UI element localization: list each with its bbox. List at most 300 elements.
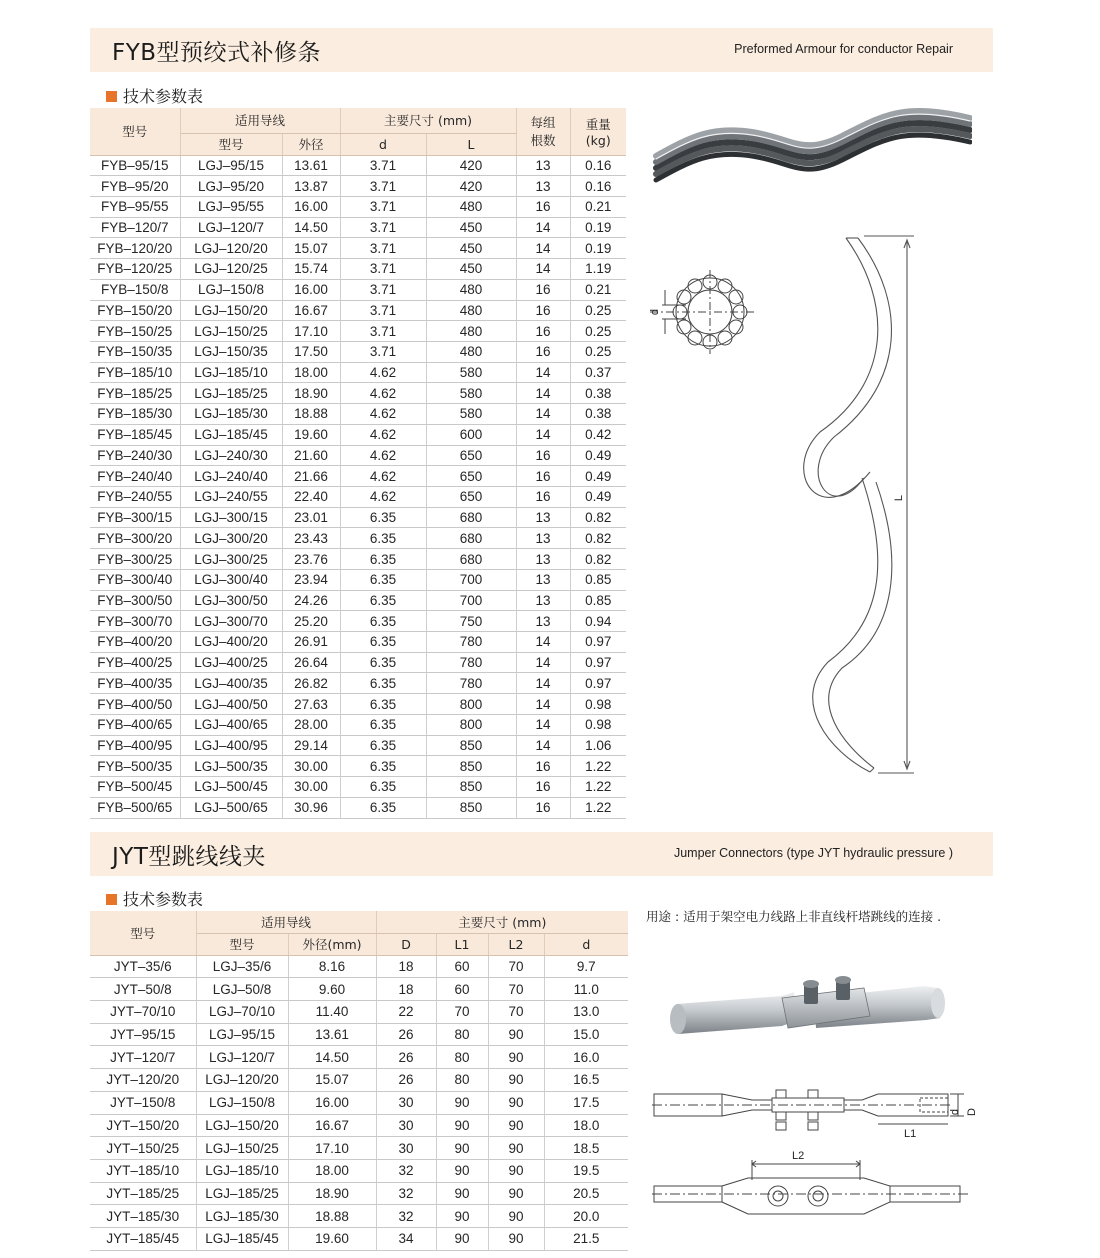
table-row <box>90 1046 628 1069</box>
fyb-cell-dim-2: 850 <box>426 797 516 818</box>
fyb-cell-dim-3: 14 <box>516 735 570 756</box>
fyb-cell-dim-1: 3.71 <box>340 155 426 176</box>
header-conductor-model: 型号 <box>180 133 282 155</box>
fyb-cell-conductor-model: LGJ–400/25 <box>180 652 282 673</box>
fyb-cell-dim-4: 0.42 <box>570 424 626 445</box>
fyb-cell-conductor-model: LGJ–400/50 <box>180 694 282 715</box>
fyb-cell-outer-dia: 26.64 <box>282 652 340 673</box>
jyt-cell-dim-3: 90 <box>488 1023 544 1046</box>
fyb-cell-dim-3: 13 <box>516 569 570 590</box>
fyb-cell-outer-dia: 21.60 <box>282 445 340 466</box>
jyt-cell-dim-4: 9.7 <box>544 955 628 978</box>
fyb-cell-dim-1: 6.35 <box>340 714 426 735</box>
fyb-cell-dim-1: 6.35 <box>340 611 426 632</box>
fyb-cell-dim-3: 14 <box>516 362 570 383</box>
fyb-cell-conductor-model: LGJ–185/30 <box>180 404 282 425</box>
jyt-cell-dim-3: 90 <box>488 1137 544 1160</box>
jumper-connector-photo <box>664 968 954 1058</box>
fyb-cell-dim-3: 13 <box>516 155 570 176</box>
fyb-cell-dim-1: 3.71 <box>340 279 426 300</box>
table-row <box>90 1091 628 1114</box>
fyb-cell-conductor-model: LGJ–150/20 <box>180 300 282 321</box>
connector-top-drawing <box>652 1158 982 1236</box>
fyb-cell-dim-2: 750 <box>426 611 516 632</box>
fyb-cell-dim-1: 3.71 <box>340 217 426 238</box>
fyb-cell-outer-dia: 16.00 <box>282 279 340 300</box>
fyb-spec-table <box>90 108 626 819</box>
jyt-table-body <box>90 955 628 1250</box>
table-row <box>90 176 626 197</box>
jyt-cell-outer-dia: 13.61 <box>288 1023 376 1046</box>
header-conductor: 适用导线 <box>180 108 340 133</box>
fyb-cell-outer-dia: 30.96 <box>282 797 340 818</box>
fyb-cell-dim-3: 14 <box>516 714 570 735</box>
fyb-cell-model: FYB–300/25 <box>90 549 180 570</box>
fyb-cell-dim-4: 0.49 <box>570 487 626 508</box>
fyb-cell-conductor-model: LGJ–120/20 <box>180 238 282 259</box>
fyb-cell-dim-3: 16 <box>516 487 570 508</box>
fyb-cell-outer-dia: 19.60 <box>282 424 340 445</box>
fyb-cell-outer-dia: 23.01 <box>282 507 340 528</box>
fyb-cell-outer-dia: 24.26 <box>282 590 340 611</box>
jyt-cell-dim-4: 20.0 <box>544 1205 628 1228</box>
fyb-cell-outer-dia: 17.10 <box>282 321 340 342</box>
fyb-cell-conductor-model: LGJ–95/20 <box>180 176 282 197</box>
fyb-cell-dim-1: 6.35 <box>340 797 426 818</box>
fyb-cell-dim-4: 0.49 <box>570 466 626 487</box>
fyb-cell-dim-1: 4.62 <box>340 362 426 383</box>
fyb-cell-model: FYB–185/25 <box>90 383 180 404</box>
jyt-cell-dim-3: 70 <box>488 1000 544 1023</box>
jyt-cell-dim-2: 90 <box>436 1159 488 1182</box>
fyb-cell-model: FYB–120/20 <box>90 238 180 259</box>
fyb-cell-dim-1: 3.71 <box>340 300 426 321</box>
jyt-cell-dim-1: 18 <box>376 978 436 1001</box>
jyt-cell-model: JYT–150/8 <box>90 1091 196 1114</box>
jyt-cell-model: JYT–120/7 <box>90 1046 196 1069</box>
jyt-cell-dim-3: 90 <box>488 1182 544 1205</box>
fyb-cell-dim-1: 3.71 <box>340 238 426 259</box>
jyt-dim-D: D <box>965 1108 978 1116</box>
jyt-cell-dim-1: 32 <box>376 1159 436 1182</box>
fyb-cell-outer-dia: 14.50 <box>282 217 340 238</box>
table-row <box>90 1000 628 1023</box>
fyb-cell-dim-2: 680 <box>426 528 516 549</box>
fyb-banner <box>90 28 993 72</box>
fyb-cell-dim-3: 14 <box>516 673 570 694</box>
jyt-cell-dim-2: 60 <box>436 955 488 978</box>
header-model: 型号 <box>90 108 180 155</box>
fyb-cell-dim-1: 6.35 <box>340 735 426 756</box>
jyt-cell-model: JYT–95/15 <box>90 1023 196 1046</box>
jyt-cell-conductor-model: LGJ–185/45 <box>196 1228 288 1251</box>
jyt-title-en: Jumper Connectors (type JYT hydraulic pressure ) <box>673 846 953 860</box>
fyb-cell-model: FYB–300/50 <box>90 590 180 611</box>
fyb-cell-dim-3: 14 <box>516 652 570 673</box>
jyt-cell-dim-1: 26 <box>376 1023 436 1046</box>
fyb-cell-conductor-model: LGJ–95/15 <box>180 155 282 176</box>
fyb-cell-dim-4: 0.25 <box>570 341 626 362</box>
fyb-cell-dim-1: 4.62 <box>340 404 426 425</box>
fyb-table-body <box>90 155 626 818</box>
fyb-cell-conductor-model: LGJ–400/95 <box>180 735 282 756</box>
fyb-cell-dim-3: 16 <box>516 196 570 217</box>
fyb-cell-dim-4: 0.25 <box>570 321 626 342</box>
header-d: d <box>340 133 426 155</box>
jyt-cell-dim-4: 13.0 <box>544 1000 628 1023</box>
fyb-cell-conductor-model: LGJ–500/65 <box>180 797 282 818</box>
jyt-cell-model: JYT–150/25 <box>90 1137 196 1160</box>
jyt-spec-table <box>90 911 628 1251</box>
fyb-cell-conductor-model: LGJ–300/50 <box>180 590 282 611</box>
jyt-cell-model: JYT–150/20 <box>90 1114 196 1137</box>
table-row <box>90 155 626 176</box>
jyt-cell-conductor-model: LGJ–150/8 <box>196 1091 288 1114</box>
fyb-cell-dim-1: 6.35 <box>340 507 426 528</box>
fyb-title-cn: FYB型预绞式补修条 <box>112 40 322 66</box>
jyt-cell-dim-1: 34 <box>376 1228 436 1251</box>
fyb-cell-dim-2: 450 <box>426 259 516 280</box>
fyb-cell-dim-4: 0.98 <box>570 714 626 735</box>
jyt-cell-model: JYT–50/8 <box>90 978 196 1001</box>
table-row <box>90 735 626 756</box>
fyb-cell-conductor-model: LGJ–300/40 <box>180 569 282 590</box>
jyt-cell-conductor-model: LGJ–185/10 <box>196 1159 288 1182</box>
jyt-cell-dim-2: 80 <box>436 1069 488 1092</box>
fyb-cell-conductor-model: LGJ–400/20 <box>180 632 282 653</box>
jyt-cell-dim-4: 21.5 <box>544 1228 628 1251</box>
fyb-cell-dim-1: 3.71 <box>340 321 426 342</box>
jyt-cell-model: JYT–35/6 <box>90 955 196 978</box>
fyb-cell-dim-4: 0.82 <box>570 549 626 570</box>
jyt-dim-L2: L2 <box>792 1150 805 1162</box>
fyb-cell-dim-1: 6.35 <box>340 694 426 715</box>
fyb-cell-model: FYB–500/45 <box>90 777 180 798</box>
fyb-cell-conductor-model: LGJ–120/7 <box>180 217 282 238</box>
header-outer-dia: 外径 <box>282 133 340 155</box>
fyb-cell-conductor-model: LGJ–500/45 <box>180 777 282 798</box>
table-row <box>90 507 626 528</box>
fyb-cell-dim-3: 16 <box>516 466 570 487</box>
fyb-cell-dim-1: 4.62 <box>340 466 426 487</box>
fyb-cell-dim-2: 580 <box>426 404 516 425</box>
jyt-cell-dim-1: 32 <box>376 1182 436 1205</box>
jyt-cell-model: JYT–185/45 <box>90 1228 196 1251</box>
fyb-cell-dim-2: 800 <box>426 714 516 735</box>
fyb-cell-dim-1: 4.62 <box>340 445 426 466</box>
jyt-dim-L1: L1 <box>904 1128 917 1140</box>
fyb-cell-model: FYB–300/20 <box>90 528 180 549</box>
jyt-cell-outer-dia: 14.50 <box>288 1046 376 1069</box>
fyb-cell-model: FYB–400/35 <box>90 673 180 694</box>
fyb-cell-model: FYB–150/25 <box>90 321 180 342</box>
jyt-cell-outer-dia: 18.90 <box>288 1182 376 1205</box>
table-row <box>90 1023 628 1046</box>
fyb-cell-conductor-model: LGJ–300/25 <box>180 549 282 570</box>
fyb-cell-outer-dia: 30.00 <box>282 756 340 777</box>
fyb-cell-dim-2: 650 <box>426 487 516 508</box>
fyb-cell-outer-dia: 16.00 <box>282 196 340 217</box>
table-row <box>90 1205 628 1228</box>
helical-rod-drawing <box>790 232 930 780</box>
jyt-cell-dim-3: 90 <box>488 1046 544 1069</box>
table-row <box>90 955 628 978</box>
fyb-cell-dim-1: 4.62 <box>340 383 426 404</box>
jyt-cell-dim-1: 32 <box>376 1205 436 1228</box>
header-conductor: 适用导线 <box>196 911 376 933</box>
fyb-cell-model: FYB–120/25 <box>90 259 180 280</box>
table-row <box>90 549 626 570</box>
preformed-armour-photo <box>652 108 972 188</box>
jyt-cell-conductor-model: LGJ–185/25 <box>196 1182 288 1205</box>
fyb-cell-dim-3: 13 <box>516 549 570 570</box>
jyt-cell-dim-1: 22 <box>376 1000 436 1023</box>
jyt-cell-dim-2: 70 <box>436 1000 488 1023</box>
jyt-cell-dim-4: 20.5 <box>544 1182 628 1205</box>
fyb-cell-dim-2: 850 <box>426 777 516 798</box>
fyb-cell-dim-2: 480 <box>426 321 516 342</box>
fyb-cell-outer-dia: 18.88 <box>282 404 340 425</box>
fyb-cell-dim-4: 0.85 <box>570 590 626 611</box>
jyt-cell-model: JYT–185/30 <box>90 1205 196 1228</box>
fyb-cell-dim-2: 780 <box>426 632 516 653</box>
fyb-cell-dim-1: 6.35 <box>340 756 426 777</box>
fyb-cell-outer-dia: 21.66 <box>282 466 340 487</box>
fyb-cell-dim-2: 680 <box>426 507 516 528</box>
table-row <box>90 632 626 653</box>
jyt-cell-conductor-model: LGJ–70/10 <box>196 1000 288 1023</box>
fyb-cell-dim-1: 6.35 <box>340 632 426 653</box>
fyb-cell-conductor-model: LGJ–95/55 <box>180 196 282 217</box>
table-row <box>90 404 626 425</box>
table-row <box>90 466 626 487</box>
fyb-subtitle: 技术参数表 <box>106 84 203 107</box>
fyb-cell-dim-1: 3.71 <box>340 196 426 217</box>
header-L2: L2 <box>488 933 544 955</box>
jyt-cell-outer-dia: 17.10 <box>288 1137 376 1160</box>
fyb-cell-dim-2: 700 <box>426 569 516 590</box>
fyb-cell-dim-2: 650 <box>426 466 516 487</box>
table-row <box>90 1069 628 1092</box>
jyt-cell-dim-4: 15.0 <box>544 1023 628 1046</box>
table-row <box>90 978 628 1001</box>
fyb-cell-outer-dia: 18.90 <box>282 383 340 404</box>
table-row <box>90 383 626 404</box>
jyt-title-cn: JYT型跳线线夹 <box>112 844 266 870</box>
fyb-cell-dim-4: 0.98 <box>570 694 626 715</box>
header-L: L <box>426 133 516 155</box>
fyb-cell-dim-4: 0.38 <box>570 383 626 404</box>
table-row <box>90 611 626 632</box>
fyb-cell-dim-2: 850 <box>426 756 516 777</box>
fyb-cell-dim-2: 450 <box>426 217 516 238</box>
fyb-cell-dim-2: 780 <box>426 652 516 673</box>
fyb-cell-model: FYB–400/65 <box>90 714 180 735</box>
jyt-cell-conductor-model: LGJ–150/25 <box>196 1137 288 1160</box>
fyb-cell-dim-2: 800 <box>426 694 516 715</box>
jyt-dim-d: d <box>949 1108 962 1116</box>
jyt-cell-outer-dia: 15.07 <box>288 1069 376 1092</box>
table-row <box>90 797 626 818</box>
fyb-cell-conductor-model: LGJ–300/20 <box>180 528 282 549</box>
fyb-cell-model: FYB–240/30 <box>90 445 180 466</box>
fyb-cell-dim-1: 6.35 <box>340 590 426 611</box>
fyb-title-en: Preformed Armour for conductor Repair <box>734 42 953 56</box>
table-row <box>90 1137 628 1160</box>
table-row <box>90 1159 628 1182</box>
fyb-dim-L: L <box>893 494 906 502</box>
fyb-cell-conductor-model: LGJ–185/45 <box>180 424 282 445</box>
table-row <box>90 300 626 321</box>
fyb-cell-model: FYB–185/30 <box>90 404 180 425</box>
header-model: 型号 <box>90 911 196 955</box>
fyb-cell-dim-3: 14 <box>516 259 570 280</box>
jyt-cell-dim-2: 90 <box>436 1091 488 1114</box>
fyb-cell-dim-2: 450 <box>426 238 516 259</box>
fyb-cell-dim-1: 6.35 <box>340 569 426 590</box>
fyb-cell-dim-3: 14 <box>516 238 570 259</box>
table-row <box>90 238 626 259</box>
fyb-cell-dim-1: 6.35 <box>340 673 426 694</box>
fyb-cell-dim-4: 1.22 <box>570 777 626 798</box>
fyb-cell-model: FYB–400/95 <box>90 735 180 756</box>
fyb-cell-outer-dia: 16.67 <box>282 300 340 321</box>
fyb-cell-dim-4: 1.06 <box>570 735 626 756</box>
fyb-cell-dim-2: 580 <box>426 362 516 383</box>
jyt-cell-dim-1: 18 <box>376 955 436 978</box>
header-main-dims: 主要尺寸 (mm) <box>376 911 628 933</box>
fyb-cell-dim-3: 13 <box>516 590 570 611</box>
fyb-cell-outer-dia: 22.40 <box>282 487 340 508</box>
jyt-cell-dim-4: 18.5 <box>544 1137 628 1160</box>
jyt-cell-dim-4: 17.5 <box>544 1091 628 1114</box>
jyt-cell-dim-3: 90 <box>488 1069 544 1092</box>
fyb-cell-dim-4: 0.97 <box>570 673 626 694</box>
jyt-cell-conductor-model: LGJ–150/20 <box>196 1114 288 1137</box>
fyb-cell-dim-4: 0.82 <box>570 528 626 549</box>
header-d: d <box>544 933 628 955</box>
fyb-cell-dim-4: 0.16 <box>570 176 626 197</box>
fyb-cell-dim-1: 6.35 <box>340 528 426 549</box>
fyb-cell-conductor-model: LGJ–300/70 <box>180 611 282 632</box>
jyt-cell-conductor-model: LGJ–95/15 <box>196 1023 288 1046</box>
table-row <box>90 652 626 673</box>
header-main-dims: 主要尺寸 (mm) <box>340 108 516 133</box>
connector-side-drawing <box>652 1086 982 1142</box>
fyb-cell-conductor-model: LGJ–185/25 <box>180 383 282 404</box>
header-conductor-model: 型号 <box>196 933 288 955</box>
fyb-cell-dim-2: 780 <box>426 673 516 694</box>
jyt-cell-dim-2: 90 <box>436 1182 488 1205</box>
jyt-cell-dim-4: 16.5 <box>544 1069 628 1092</box>
fyb-cell-dim-3: 13 <box>516 507 570 528</box>
fyb-cell-dim-4: 0.82 <box>570 507 626 528</box>
fyb-cell-dim-4: 0.21 <box>570 196 626 217</box>
fyb-cell-dim-4: 0.25 <box>570 300 626 321</box>
jyt-cell-dim-1: 26 <box>376 1069 436 1092</box>
fyb-cell-model: FYB–95/20 <box>90 176 180 197</box>
jyt-cell-conductor-model: LGJ–35/6 <box>196 955 288 978</box>
fyb-cell-model: FYB–300/70 <box>90 611 180 632</box>
jyt-cell-outer-dia: 16.67 <box>288 1114 376 1137</box>
fyb-cell-dim-4: 0.97 <box>570 652 626 673</box>
fyb-cell-dim-4: 0.49 <box>570 445 626 466</box>
fyb-cell-dim-4: 0.38 <box>570 404 626 425</box>
jyt-cell-dim-3: 70 <box>488 955 544 978</box>
fyb-cell-dim-1: 3.71 <box>340 259 426 280</box>
fyb-cell-dim-4: 1.22 <box>570 756 626 777</box>
jyt-cell-dim-1: 30 <box>376 1137 436 1160</box>
fyb-cell-model: FYB–500/65 <box>90 797 180 818</box>
fyb-cell-conductor-model: LGJ–400/65 <box>180 714 282 735</box>
fyb-cell-dim-4: 1.19 <box>570 259 626 280</box>
fyb-dim-d: d <box>649 308 662 316</box>
jyt-banner <box>90 832 993 876</box>
jyt-cell-dim-2: 90 <box>436 1137 488 1160</box>
fyb-cell-model: FYB–400/20 <box>90 632 180 653</box>
jyt-cell-dim-3: 90 <box>488 1159 544 1182</box>
fyb-cell-model: FYB–300/40 <box>90 569 180 590</box>
fyb-cell-outer-dia: 23.76 <box>282 549 340 570</box>
jyt-cell-outer-dia: 8.16 <box>288 955 376 978</box>
fyb-cell-conductor-model: LGJ–240/55 <box>180 487 282 508</box>
fyb-cell-conductor-model: LGJ–120/25 <box>180 259 282 280</box>
fyb-cell-conductor-model: LGJ–400/35 <box>180 673 282 694</box>
fyb-cell-dim-2: 700 <box>426 590 516 611</box>
fyb-cell-model: FYB–95/55 <box>90 196 180 217</box>
table-row <box>90 528 626 549</box>
jyt-cell-dim-2: 80 <box>436 1046 488 1069</box>
jyt-cell-dim-4: 16.0 <box>544 1046 628 1069</box>
fyb-cell-dim-1: 3.71 <box>340 341 426 362</box>
fyb-cell-dim-3: 16 <box>516 321 570 342</box>
fyb-cell-model: FYB–400/25 <box>90 652 180 673</box>
fyb-cell-model: FYB–150/35 <box>90 341 180 362</box>
fyb-cell-dim-3: 16 <box>516 341 570 362</box>
table-row <box>90 673 626 694</box>
table-row <box>90 777 626 798</box>
fyb-cell-dim-3: 14 <box>516 383 570 404</box>
fyb-cell-conductor-model: LGJ–300/15 <box>180 507 282 528</box>
jyt-cell-dim-2: 60 <box>436 978 488 1001</box>
fyb-cell-dim-3: 16 <box>516 797 570 818</box>
fyb-cell-dim-3: 16 <box>516 445 570 466</box>
table-row <box>90 590 626 611</box>
fyb-cell-outer-dia: 28.00 <box>282 714 340 735</box>
table-row <box>90 217 626 238</box>
fyb-cell-dim-1: 4.62 <box>340 487 426 508</box>
fyb-cell-model: FYB–400/50 <box>90 694 180 715</box>
fyb-cell-dim-1: 6.35 <box>340 549 426 570</box>
header-L1: L1 <box>436 933 488 955</box>
fyb-cell-conductor-model: LGJ–150/25 <box>180 321 282 342</box>
fyb-cell-outer-dia: 15.74 <box>282 259 340 280</box>
fyb-cell-dim-3: 14 <box>516 694 570 715</box>
fyb-cell-model: FYB–95/15 <box>90 155 180 176</box>
jyt-cell-dim-1: 30 <box>376 1091 436 1114</box>
fyb-cell-model: FYB–150/20 <box>90 300 180 321</box>
header-per-set: 每组 根数 <box>516 108 570 155</box>
jyt-cell-outer-dia: 9.60 <box>288 978 376 1001</box>
fyb-cell-outer-dia: 25.20 <box>282 611 340 632</box>
fyb-cell-dim-1: 4.62 <box>340 424 426 445</box>
fyb-cell-dim-2: 600 <box>426 424 516 445</box>
jyt-cell-model: JYT–70/10 <box>90 1000 196 1023</box>
jyt-usage-text: 用途 : 适用于架空电力线路上非直线杆塔跳线的连接 . <box>646 909 942 924</box>
fyb-cell-outer-dia: 27.63 <box>282 694 340 715</box>
jyt-cell-outer-dia: 19.60 <box>288 1228 376 1251</box>
fyb-cell-dim-4: 0.37 <box>570 362 626 383</box>
